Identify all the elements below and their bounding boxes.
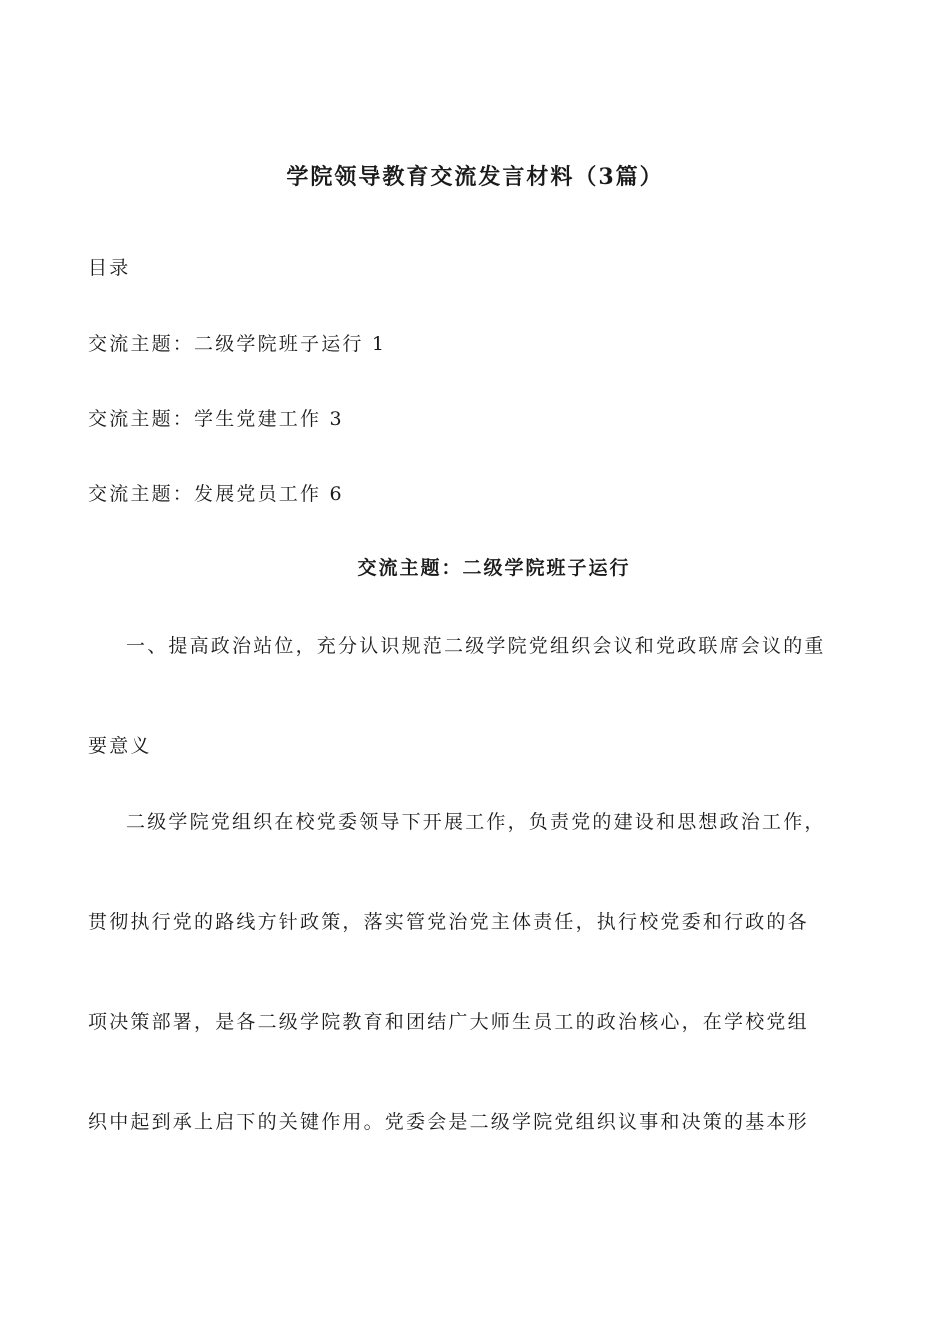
toc-entry: 交流主题：二级学院班子运行 1 [88, 333, 387, 355]
toc-heading: 目录 [88, 257, 131, 279]
paragraph-line: 项决策部署，是各二级学院教育和团结广大师生员工的政治核心，在学校党组 [88, 1011, 809, 1033]
subheading-line: 要意义 [88, 735, 152, 757]
document-title: 学院领导教育交流发言材料（3篇） [286, 164, 664, 190]
paragraph-line: 织中起到承上启下的关键作用。党委会是二级学院党组织议事和决策的基本形 [88, 1111, 809, 1133]
toc-entry: 交流主题：学生党建工作 3 [88, 408, 344, 430]
section-heading: 交流主题：二级学院班子运行 [357, 557, 631, 579]
toc-entry: 交流主题：发展党员工作 6 [88, 483, 344, 505]
paragraph-line: 贯彻执行党的路线方针政策，落实管党治党主体责任，执行校党委和行政的各 [88, 911, 809, 933]
subheading-line: 一、提高政治站位，充分认识规范二级学院党组织会议和党政联席会议的重 [126, 635, 826, 657]
paragraph-line: 二级学院党组织在校党委领导下开展工作，负责党的建设和思想政治工作， [126, 811, 826, 833]
